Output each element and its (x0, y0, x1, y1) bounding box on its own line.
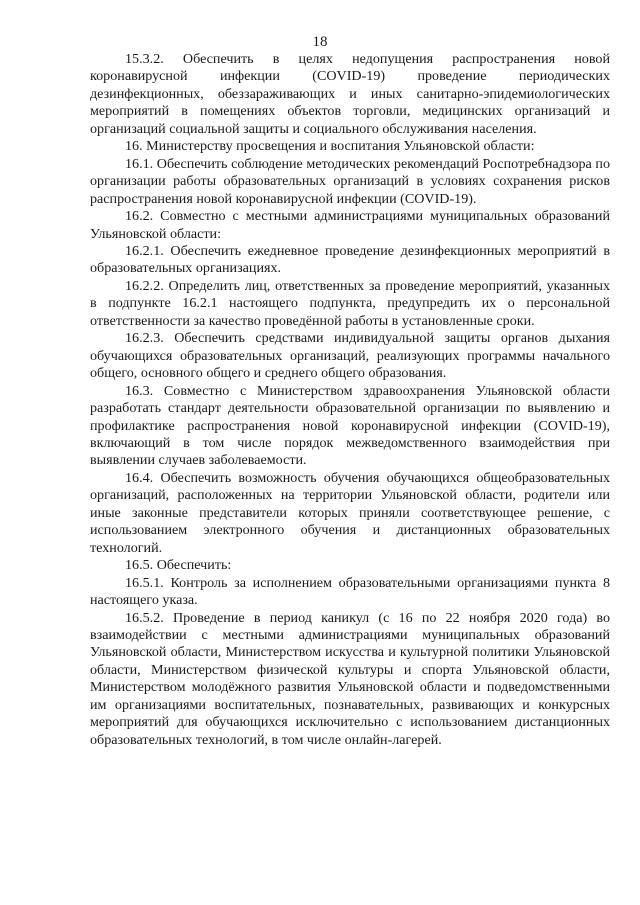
paragraph-16-5: 16.5. Обеспечить: (125, 557, 232, 574)
paragraph-16-2-1: 16.2.1. Обеспечить ежедневное проведение дезинфекционных мероприятий в образовательных организациях. (90, 242, 610, 277)
paragraph-16-1: 16.1. Обеспечить соблюдение методических рекомендаций Роспотребнадзора по организации работы образовательных организаций в условиях сохранения рисков распространения новой коронавирусной инфекции (COVID-19). (90, 155, 610, 207)
paragraph-16-2-2: 16.2.2. Определить лиц, ответственных за проведение мероприятий, указанных в подпункте 16.2.1 настоящего подпункта, предупредить их о персональной ответственности за качество проведённой работы в установленные сроки. (90, 277, 610, 329)
paragraph-16-3: 16.3. Совместно с Министерством здравоохранения Ульяновской области разработать стандарт деятельности образовательной организации по выявлению и профилактике распространения новой коронавирусной инфекции (COVID-19), включающий в том числе порядок межведомственного взаимодействия при выявлении случаев заболеваемости. (90, 382, 610, 469)
page-number: 18 (312, 34, 328, 50)
paragraph-16-5-2: 16.5.2. Проведение в период каникул (с 16 по 22 ноября 2020 года) во взаимодействии с местными администрациями муниципальных образований Ульяновской области, Министерством искусства и культурной политики Ульяновской области, Министерством физической культуры и спорта Ульяновской области, Министерством молодёжного развития Ульяновской области и подведомственными им организациями воспитательных, познавательных, развивающих и конкурсных мероприятий для обучающихся исключительно с использованием дистанционных образовательных технологий, в том числе онлайн-лагерей. (90, 609, 610, 748)
paragraph-16: 16. Министерству просвещения и воспитания Ульяновской области: (125, 138, 535, 155)
document-body (90, 51, 610, 749)
paragraph-16-2-3: 16.2.3. Обеспечить средствами индивидуальной защиты органов дыхания обучающихся образовательных организаций, реализующих программы начального общего, основного общего и среднего общего образования. (90, 330, 610, 382)
paragraph-15-3-2: 15.3.2. Обеспечить в целях недопущения распространения новой коронавирусной инфекции (COVID-19) проведение периодических дезинфекционных, обеззараживающих и иных санитарно-эпидемиологических мероприятий в помещениях объектов торговли, медицинских организаций и организаций социальной защиты и социального обслуживания населения. (90, 51, 610, 137)
paragraph-16-4: 16.4. Обеспечить возможность обучения обучающихся общеобразовательных организаций, расположенных на территории Ульяновской области, родители или иные законные представители которых приняли соответствующее решение, с использованием электронного обучения и дистанционных образовательных технологий. (90, 469, 610, 556)
paragraph-16-2: 16.2. Совместно с местными администрациями муниципальных образований Ульяновской области: (90, 208, 610, 242)
paragraph-16-5-1: 16.5.1. Контроль за исполнением образовательными организациями пункта 8 настоящего указа. (90, 574, 610, 609)
